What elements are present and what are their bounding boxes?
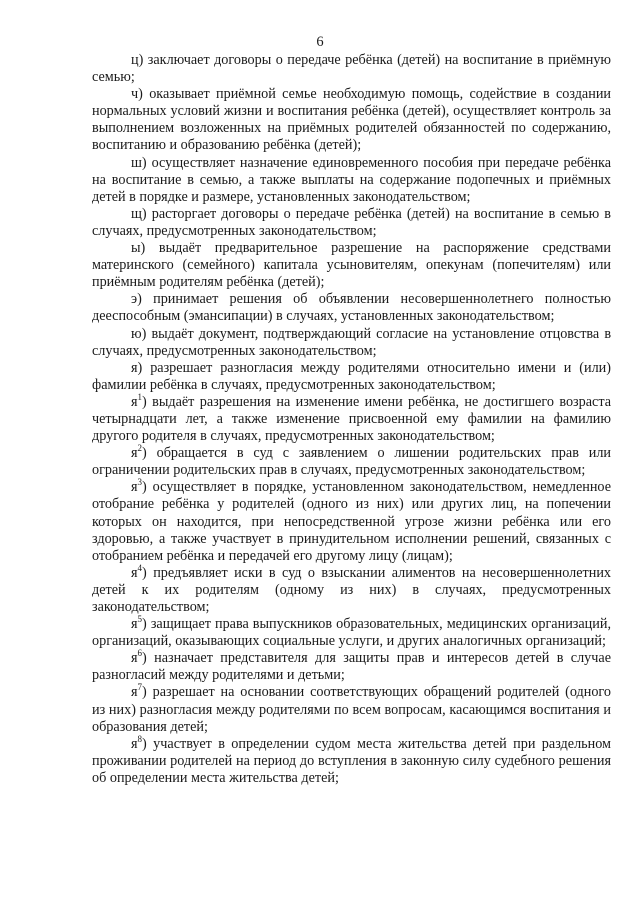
item-marker: я [131,393,138,410]
item-marker: ш) [131,154,147,171]
item-marker-superscript: 6 [137,648,143,659]
item-text: разрешает на основании соответствующих обращений родителей (одного из них) разногласия между родителями по всем вопросам, касающимся воспитания и образования детей; [92,684,611,735]
item-marker: я [131,616,138,633]
list-item: $я^7$) разрешает на основании соответствующих обращений родителей (одного из них) разногласия между родителями по всем вопросам, касающимся воспитания и образования детей; [92,682,611,735]
item-marker-superscript: 4 [137,562,143,573]
list-item [92,155,611,206]
item-text: оказывает приёмной семье необходимую помощь, содействие в создании нормальных условий жизни и воспитания ребёнка (детей), осуществляет контроль за выполнением возложенных на приёмных родителей обязанностей по содержанию, воспитанию и образованию ребёнка (детей); [92,86,612,154]
list-item [92,206,611,240]
item-marker: я [131,735,138,752]
item-marker-superscript: 7 [137,682,143,693]
document-body [92,52,611,787]
item-marker: щ) [131,205,147,222]
page-number: 6 [316,34,324,50]
item-text: принимает решения об объявлении несовершеннолетнего полностью дееспособным (эмансипации) в случаях, установленных законодательством; [92,291,611,325]
list-item: $я^1$) выдаёт разрешения на изменение имени ребёнка, не достигшего возраста четырнадцати лет, а также изменение присвоенной ему фамилии на фамилию другого родителя в случаях, предусмотренных законодательством; [92,391,612,445]
list-item [92,291,611,325]
list-item [92,86,611,154]
item-marker: ы) [131,240,146,257]
item-marker: я) [131,359,143,376]
item-text: осуществляет в порядке, установленном законодательством, немедленное отобрание ребёнка у родителей (одного из них) или других лиц, на попечении которых он находится, при непосредственной угрозе жизни ребёнка или его здоровью, а также участвует в принудительном исполнении решений, связанных с отобранием ребёнка и передачей его другому лицу (лицам); [92,479,611,564]
item-marker-superscript: 5 [137,614,143,625]
item-marker: ч) [131,86,143,103]
item-marker: ц) [131,52,144,68]
list-item: $я^5$) защищает права выпускников образовательных, медицинских организаций, организаций, оказывающих социальные услуги, и других аналогичных организаций; [92,614,612,650]
item-marker: ю) [131,325,147,342]
list-item: $я^3$) осуществляет в порядке, установленном законодательством, немедленное отобрание ребёнка у родителей (одного из них) или других лиц, на попечении которых он находится, при непосредственной угрозе жизни ребёнка или его здоровью, а также участвует в принудительном исполнении решений, связанных с отобранием ребёнка и передачей его другому лицу (лицам); [92,477,611,564]
item-marker: я [131,445,138,462]
item-marker: э) [131,291,142,308]
item-marker-superscript: 2 [137,443,143,454]
list-item: $я^4$) предъявляет иски в суд о взыскании алиментов на несовершеннолетних детей к их родителям (одному из них) в случаях, предусмотренных законодательством; [92,562,612,615]
item-marker: я [131,479,138,496]
list-item [92,326,611,360]
item-text: разрешает разногласия между родителями относительно имени и (или) фамилии ребёнка в случаях, предусмотренных законодательством; [92,359,612,393]
item-text: заключает договоры о передаче ребёнка (детей) на воспитание в приёмную семью; [92,52,612,86]
item-marker: я [131,650,138,667]
item-text: назначает представителя для защиты прав и интересов детей в случае разногласий между родителями и детьми; [92,650,611,684]
list-item [92,52,611,86]
list-item: $я^2$) обращается в суд с заявлением о лишении родительских прав или ограничении родительских прав в случаях, предусмотренных законодательством; [92,443,611,479]
item-text: выдаёт документ, подтверждающий согласие на установление отцовства в случаях, предусмотренных законодательством; [92,325,612,359]
item-text: осуществляет назначение единовременного пособия при передаче ребёнка на воспитание в семью, а также выплаты на содержание подопечных и приёмных детей в порядке и размере, установленных законодательством; [92,154,612,205]
item-marker-superscript: 3 [137,477,143,488]
list-item [92,240,611,291]
item-text: защищает права выпускников образовательных, медицинских организаций, организаций, оказывающих социальные услуги, и других аналогичных организаций; [92,616,612,650]
item-text: обращается в суд с заявлением о лишении родительских прав или ограничении родительских прав в случаях, предусмотренных законодательством; [92,445,611,479]
list-item: $я^6$) назначает представителя для защиты прав и интересов детей в случае разногласий между родителями и детьми; [92,648,611,684]
item-text: выдаёт предварительное разрешение на распоряжение средствами материнского (семейного) капитала усыновителям, опекунам (попечителям) или приёмным родителям ребёнка (детей); [92,240,612,291]
item-text: предъявляет иски в суд о взыскании алиментов на несовершеннолетних детей к их родителям (одному из них) в случаях, предусмотренных законодательством; [92,564,612,615]
list-item: $я^8$) участвует в определении судом места жительства детей при раздельном проживании родителей на период до вступления в законную силу судебного решения об определении места жительства детей; [92,733,612,786]
item-marker-superscript: 8 [137,733,143,744]
item-marker-superscript: 1 [137,391,143,402]
item-marker: я [131,564,138,581]
item-text: расторгает договоры о передаче ребёнка (детей) на воспитание в семью в случаях, предусмотренных законодательством; [92,205,612,239]
item-text: участвует в определении судом места жительства детей при раздельном проживании родителей на период до вступления в законную силу судебного решения об определении места жительства детей; [92,735,612,786]
item-text: выдаёт разрешения на изменение имени ребёнка, не достигшего возраста четырнадцати лет, а также изменение присвоенной ему фамилии на фамилию другого родителя в случаях, предусмотренных законодательством; [92,393,612,445]
item-marker: я [131,684,138,701]
list-item [92,360,611,394]
